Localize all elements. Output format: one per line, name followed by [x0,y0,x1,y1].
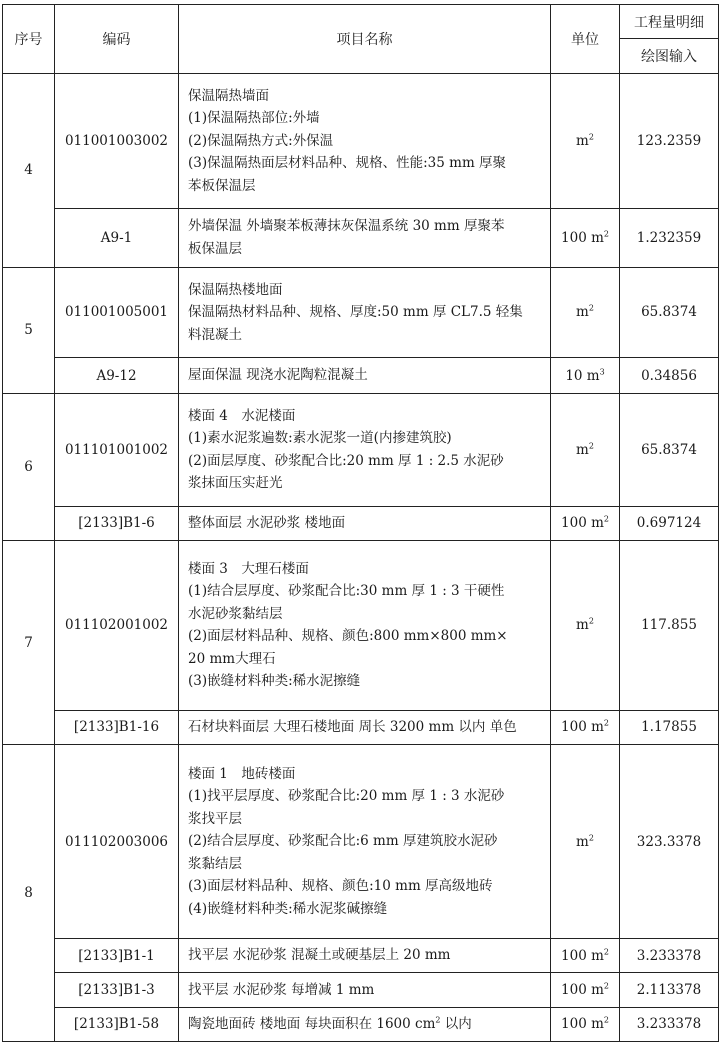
qty-cell: 117.855 [620,541,719,711]
code-cell: 011102001002 [55,541,179,711]
unit-text: m [576,617,589,634]
unit-sup: 2 [603,1015,609,1025]
name-cell [179,710,551,744]
name-line: 找平层 水泥砂浆 每增减 1 mm [188,981,375,998]
name-line: 20 mm大理石 [188,650,276,667]
unit-sup: 2 [588,303,594,313]
name-line: (1)找平层厚度、砂浆配合比:20 mm 厚 1 : 3 水泥砂 [188,788,505,805]
unit-sup: 2 [603,981,609,991]
name-line: (2)面层厚度、砂浆配合比:20 mm 厚 1 : 2.5 水泥砂 [188,452,504,469]
name-line: 水泥砂浆黏结层 [188,605,283,622]
name-cell [179,506,551,540]
name-line: (1)素水泥浆遍数:素水泥浆一道(内掺建筑胶) [188,430,452,447]
name-line-part: 以内 [440,1016,472,1033]
name-cell [179,1007,551,1041]
header-row [3,5,719,39]
table-row [3,267,719,358]
seq-cell: 7 [3,541,55,745]
unit-text: 10 m [565,367,600,384]
table-row [3,393,719,506]
code-cell: [2133]B1-16 [55,710,179,744]
name-cell [179,541,551,711]
table-row [3,1007,719,1041]
name-line: (2)保温隔热方式:外保温 [188,132,334,149]
table-row [3,973,719,1007]
header-unit: 单位 [551,5,620,74]
name-line: 板保温层 [188,240,242,257]
name-cell [179,393,551,506]
unit-cell [551,73,620,208]
name-line: 屋面保温 现浇水泥陶粒混凝土 [188,367,368,384]
unit-text: 100 m [561,515,604,532]
name-cell [179,745,551,939]
unit-cell [551,973,620,1007]
unit-sup: 2 [588,616,594,626]
table-row [3,358,719,393]
unit-cell [551,267,620,358]
name-line: (4)嵌缝材料种类:稀水泥浆碱擦缝 [188,900,388,917]
code-cell: A9-1 [55,208,179,267]
name-line: 料混凝土 [188,326,242,343]
code-cell: [2133]B1-3 [55,973,179,1007]
unit-text: m [576,304,589,321]
name-line: 整体面层 水泥砂浆 楼地面 [188,515,346,532]
name-line: 保温隔热墙面 [188,87,269,104]
name-line: 楼面 4 水泥楼面 [188,407,296,424]
name-cell [179,973,551,1007]
code-cell: 011001003002 [55,73,179,208]
name-line: 浆黏结层 [188,855,242,872]
seq-cell: 5 [3,267,55,393]
code-cell: [2133]B1-58 [55,1007,179,1041]
code-cell: 011102003006 [55,745,179,939]
name-line: 石材块料面层 大理石楼地面 周长 3200 mm 以内 单色 [188,719,517,736]
qty-cell: 1.232359 [620,208,719,267]
unit-text: 100 m [561,1016,604,1033]
seq-cell: 6 [3,393,55,540]
code-cell: [2133]B1-1 [55,938,179,972]
unit-sup: 2 [603,718,609,728]
unit-cell [551,506,620,540]
qty-cell: 323.3378 [620,745,719,939]
table-body [3,5,719,1042]
qty-cell: 1.17855 [620,710,719,744]
unit-sup: 2 [588,441,594,451]
name-line: 楼面 3 大理石楼面 [188,560,309,577]
unit-text: 100 m [561,947,604,964]
unit-cell [551,710,620,744]
unit-sup: 3 [599,367,605,377]
unit-cell [551,1007,620,1041]
header-qty-sub: 绘图输入 [620,39,719,73]
name-line: 保温隔热楼地面 [188,281,283,298]
code-cell: 011001005001 [55,267,179,358]
unit-cell [551,745,620,939]
name-line: 楼面 1 地砖楼面 [188,765,296,782]
name-cell [179,73,551,208]
name-cell [179,267,551,358]
unit-text: 100 m [561,719,604,736]
table-row [3,506,719,540]
name-line: 浆抹面压实赶光 [188,475,283,492]
name-line: 苯板保温层 [188,177,256,194]
name-line: 浆找平层 [188,810,242,827]
table-row [3,745,719,939]
unit-cell [551,358,620,393]
name-line: 外墙保温 外墙聚苯板薄抹灰保温系统 30 mm 厚聚苯 [188,218,505,235]
name-line: (1)结合层厚度、砂浆配合比:30 mm 厚 1 : 3 干硬性 [188,583,505,600]
table-row [3,73,719,208]
unit-text: m [576,833,589,850]
unit-cell [551,938,620,972]
name-line-part: 陶瓷地面砖 楼地面 每块面积在 1600 cm [188,1016,436,1033]
unit-cell [551,541,620,711]
quantity-table [2,4,719,1042]
unit-sup: 2 [603,229,609,239]
unit-text: m [576,132,589,149]
name-line: (3)嵌缝材料种类:稀水泥擦缝 [188,673,361,690]
unit-text: 100 m [561,229,604,246]
seq-cell: 8 [3,745,55,1042]
qty-cell: 0.697124 [620,506,719,540]
qty-cell: 3.233378 [620,1007,719,1041]
name-line: 保温隔热材料品种、规格、厚度:50 mm 厚 CL7.5 轻集 [188,304,523,321]
name-line [188,1013,544,1036]
table-row [3,208,719,267]
header-code: 编码 [55,5,179,74]
code-cell: A9-12 [55,358,179,393]
name-line: (3)面层材料品种、规格、颜色:10 mm 厚高级地砖 [188,878,493,895]
code-cell: 011101001002 [55,393,179,506]
name-line: (3)保温隔热面层材料品种、规格、性能:35 mm 厚聚 [188,155,507,172]
unit-sup: 2 [588,132,594,142]
unit-sup: 2 [588,833,594,842]
qty-cell: 2.113378 [620,973,719,1007]
header-qty-group: 工程量明细 [620,5,719,39]
qty-cell: 65.8374 [620,267,719,358]
seq-cell: 4 [3,73,55,267]
table-row [3,938,719,972]
name-cell [179,938,551,972]
code-cell: [2133]B1-6 [55,506,179,540]
header-seq: 序号 [3,5,55,74]
table-row [3,710,719,744]
name-line: (2)面层材料品种、规格、颜色:800 mm×800 mm× [188,628,508,645]
unit-sup: 2 [603,514,609,524]
qty-cell: 0.34856 [620,358,719,393]
unit-sup: 2 [603,947,609,957]
unit-text: m [576,441,589,458]
table-row [3,541,719,711]
name-line: (2)结合层厚度、砂浆配合比:6 mm 厚建筑胶水泥砂 [188,833,498,850]
header-name: 项目名称 [179,5,551,74]
name-line-sup: 2 [435,1015,441,1025]
qty-cell: 123.2359 [620,73,719,208]
name-line: (1)保温隔热部位:外墙 [188,110,320,127]
name-cell [179,208,551,267]
unit-text: 100 m [561,981,604,998]
qty-cell: 3.233378 [620,938,719,972]
unit-cell [551,208,620,267]
name-line: 找平层 水泥砂浆 混凝土或硬基层上 20 mm [188,947,451,964]
qty-cell: 65.8374 [620,393,719,506]
name-cell [179,358,551,393]
unit-cell [551,393,620,506]
